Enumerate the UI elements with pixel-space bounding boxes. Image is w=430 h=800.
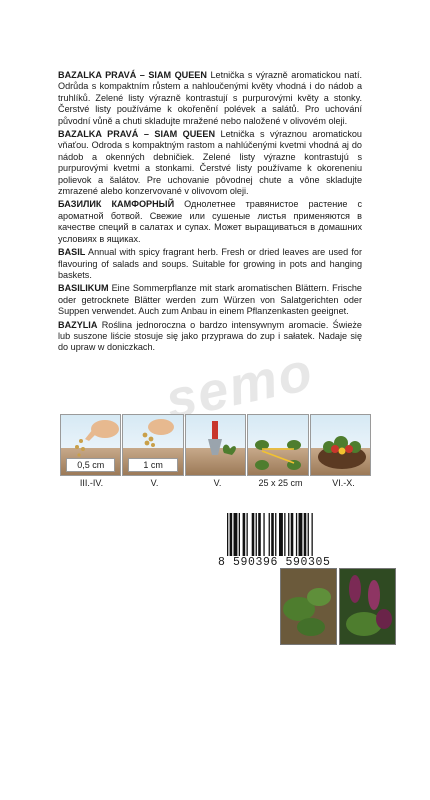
description-ru <box>58 199 362 245</box>
barcode-bar <box>256 513 257 557</box>
barcode-bar <box>227 513 228 557</box>
caption-spacing: 25 x 25 cm <box>258 478 303 488</box>
spacing-icon <box>247 414 308 476</box>
watermark-logo: semo <box>160 341 319 431</box>
barcode-bar <box>296 513 297 557</box>
heading-ru: БАЗИЛИК КАМФОРНЫЙ <box>58 199 175 210</box>
barcode-number: 8 590396 590305 <box>218 556 368 569</box>
barcode-bar <box>263 513 264 557</box>
barcode-bar <box>288 513 289 557</box>
heading-pl: BAZYLIA <box>58 319 98 330</box>
description-en <box>58 247 362 281</box>
heading-sk: BAZALKA PRAVÁ – SIAM QUEEN <box>58 129 216 140</box>
caption-sowing: III.-IV. <box>79 478 104 488</box>
text-en: Annual with spicy fragrant herb. Fresh or dried leaves are used for flavouring of salads and soups. Suitable for growing in pots and hanging baskets. <box>58 247 362 280</box>
basil-flowers-photo <box>339 568 396 645</box>
text-sk: Letnička s výraznou aromatickou vňaťou. Odroda s kompaktným rastom a nahlúčenými kvetmi vhodná aj do nádob a okenných debničiek. Zelené listy výrazne kontrastujú s purpurovými kvetmi a stonkami. Čerstvé listy používame k okoreneniu polievok a šalátov. Pre uchovanie pôvodnej chute a vône skladujte zmrazené alebo konzervované v olivovom oleji. <box>58 129 362 197</box>
barcode-bar <box>239 513 240 557</box>
description-de <box>58 283 362 317</box>
sowing-depth-label: 0,5 cm <box>66 458 115 472</box>
caption-harvest: VI.-X. <box>332 478 355 488</box>
transplanting-icon <box>185 414 246 476</box>
barcode-bar <box>230 513 233 557</box>
timing-captions <box>60 478 375 492</box>
text-cs: Letnička s výrazně aromatickou natí. Odrůda s kompaktním růstem a nahloučenými květy vhodná i do nádob a truhlíků. Zelené listy výrazně kontrastují s purpurovými květy a stonky. Čerstvé listy používáme k okořenění polévek a salátů. Pro uchování původní vůně a chuti skladujte mražené nebo naložené v olivovém oleji. <box>58 70 362 126</box>
text-de: Eine Sommerpflanze mit stark aromatischen Blättern. Frische oder getrocknete Blätter werden zum Würzen von Salatgerichten oder Suppen verwendet. Auch zum Anbau in einem Pflanzenkasten geeignet. <box>58 283 362 317</box>
basil-leaves-photo <box>280 568 337 645</box>
cultivation-icons <box>60 414 372 476</box>
barcode-bar <box>271 513 274 557</box>
caption-transplanting: V. <box>213 478 222 488</box>
text-pl: Roślina jednoroczna o bardzo intensywnym aromacie. Świeże lub suszone liście stosuje się jako przyprawa do zup i sałatek. Nadaje się do upraw w doniczkach. <box>58 319 362 353</box>
sowing-icon <box>60 414 121 476</box>
barcode-bar <box>252 513 255 557</box>
barcode-bar <box>234 513 238 557</box>
description-cs <box>58 70 362 127</box>
barcode-bar <box>279 513 283 557</box>
barcode-bar <box>275 513 276 557</box>
barcode-bar <box>243 513 246 557</box>
barcode-bar <box>284 513 285 557</box>
seed-packet-back <box>50 0 380 800</box>
harvest-basket-icon <box>310 414 371 476</box>
description-block <box>58 70 362 356</box>
heading-en: BASIL <box>58 247 86 258</box>
description-sk <box>58 129 362 197</box>
text-ru: Однолетнее травянистое растение с ароматной ботвой. Свежие или сушеные листья применяются в качестве специй в салатах и супах. Может выращиваться в домашних условиях в ящиках. <box>58 199 362 244</box>
barcode-bar <box>299 513 303 557</box>
barcode-bar <box>247 513 248 557</box>
heading-cs: BAZALKA PRAVÁ – SIAM QUEEN <box>58 70 207 80</box>
barcode-bar <box>258 513 261 557</box>
barcode-bar <box>312 513 313 557</box>
barcode-bar <box>291 513 294 557</box>
seed-depth-label: 1 cm <box>128 458 177 472</box>
seed-depth-icon <box>122 414 183 476</box>
heading-de: BASILIKUM <box>58 283 109 294</box>
barcode-bar <box>304 513 307 557</box>
barcode-bar <box>269 513 270 557</box>
barcode <box>225 513 365 561</box>
caption-seed-depth: V. <box>150 478 159 488</box>
barcode-bar <box>308 513 309 557</box>
description-pl <box>58 320 362 354</box>
